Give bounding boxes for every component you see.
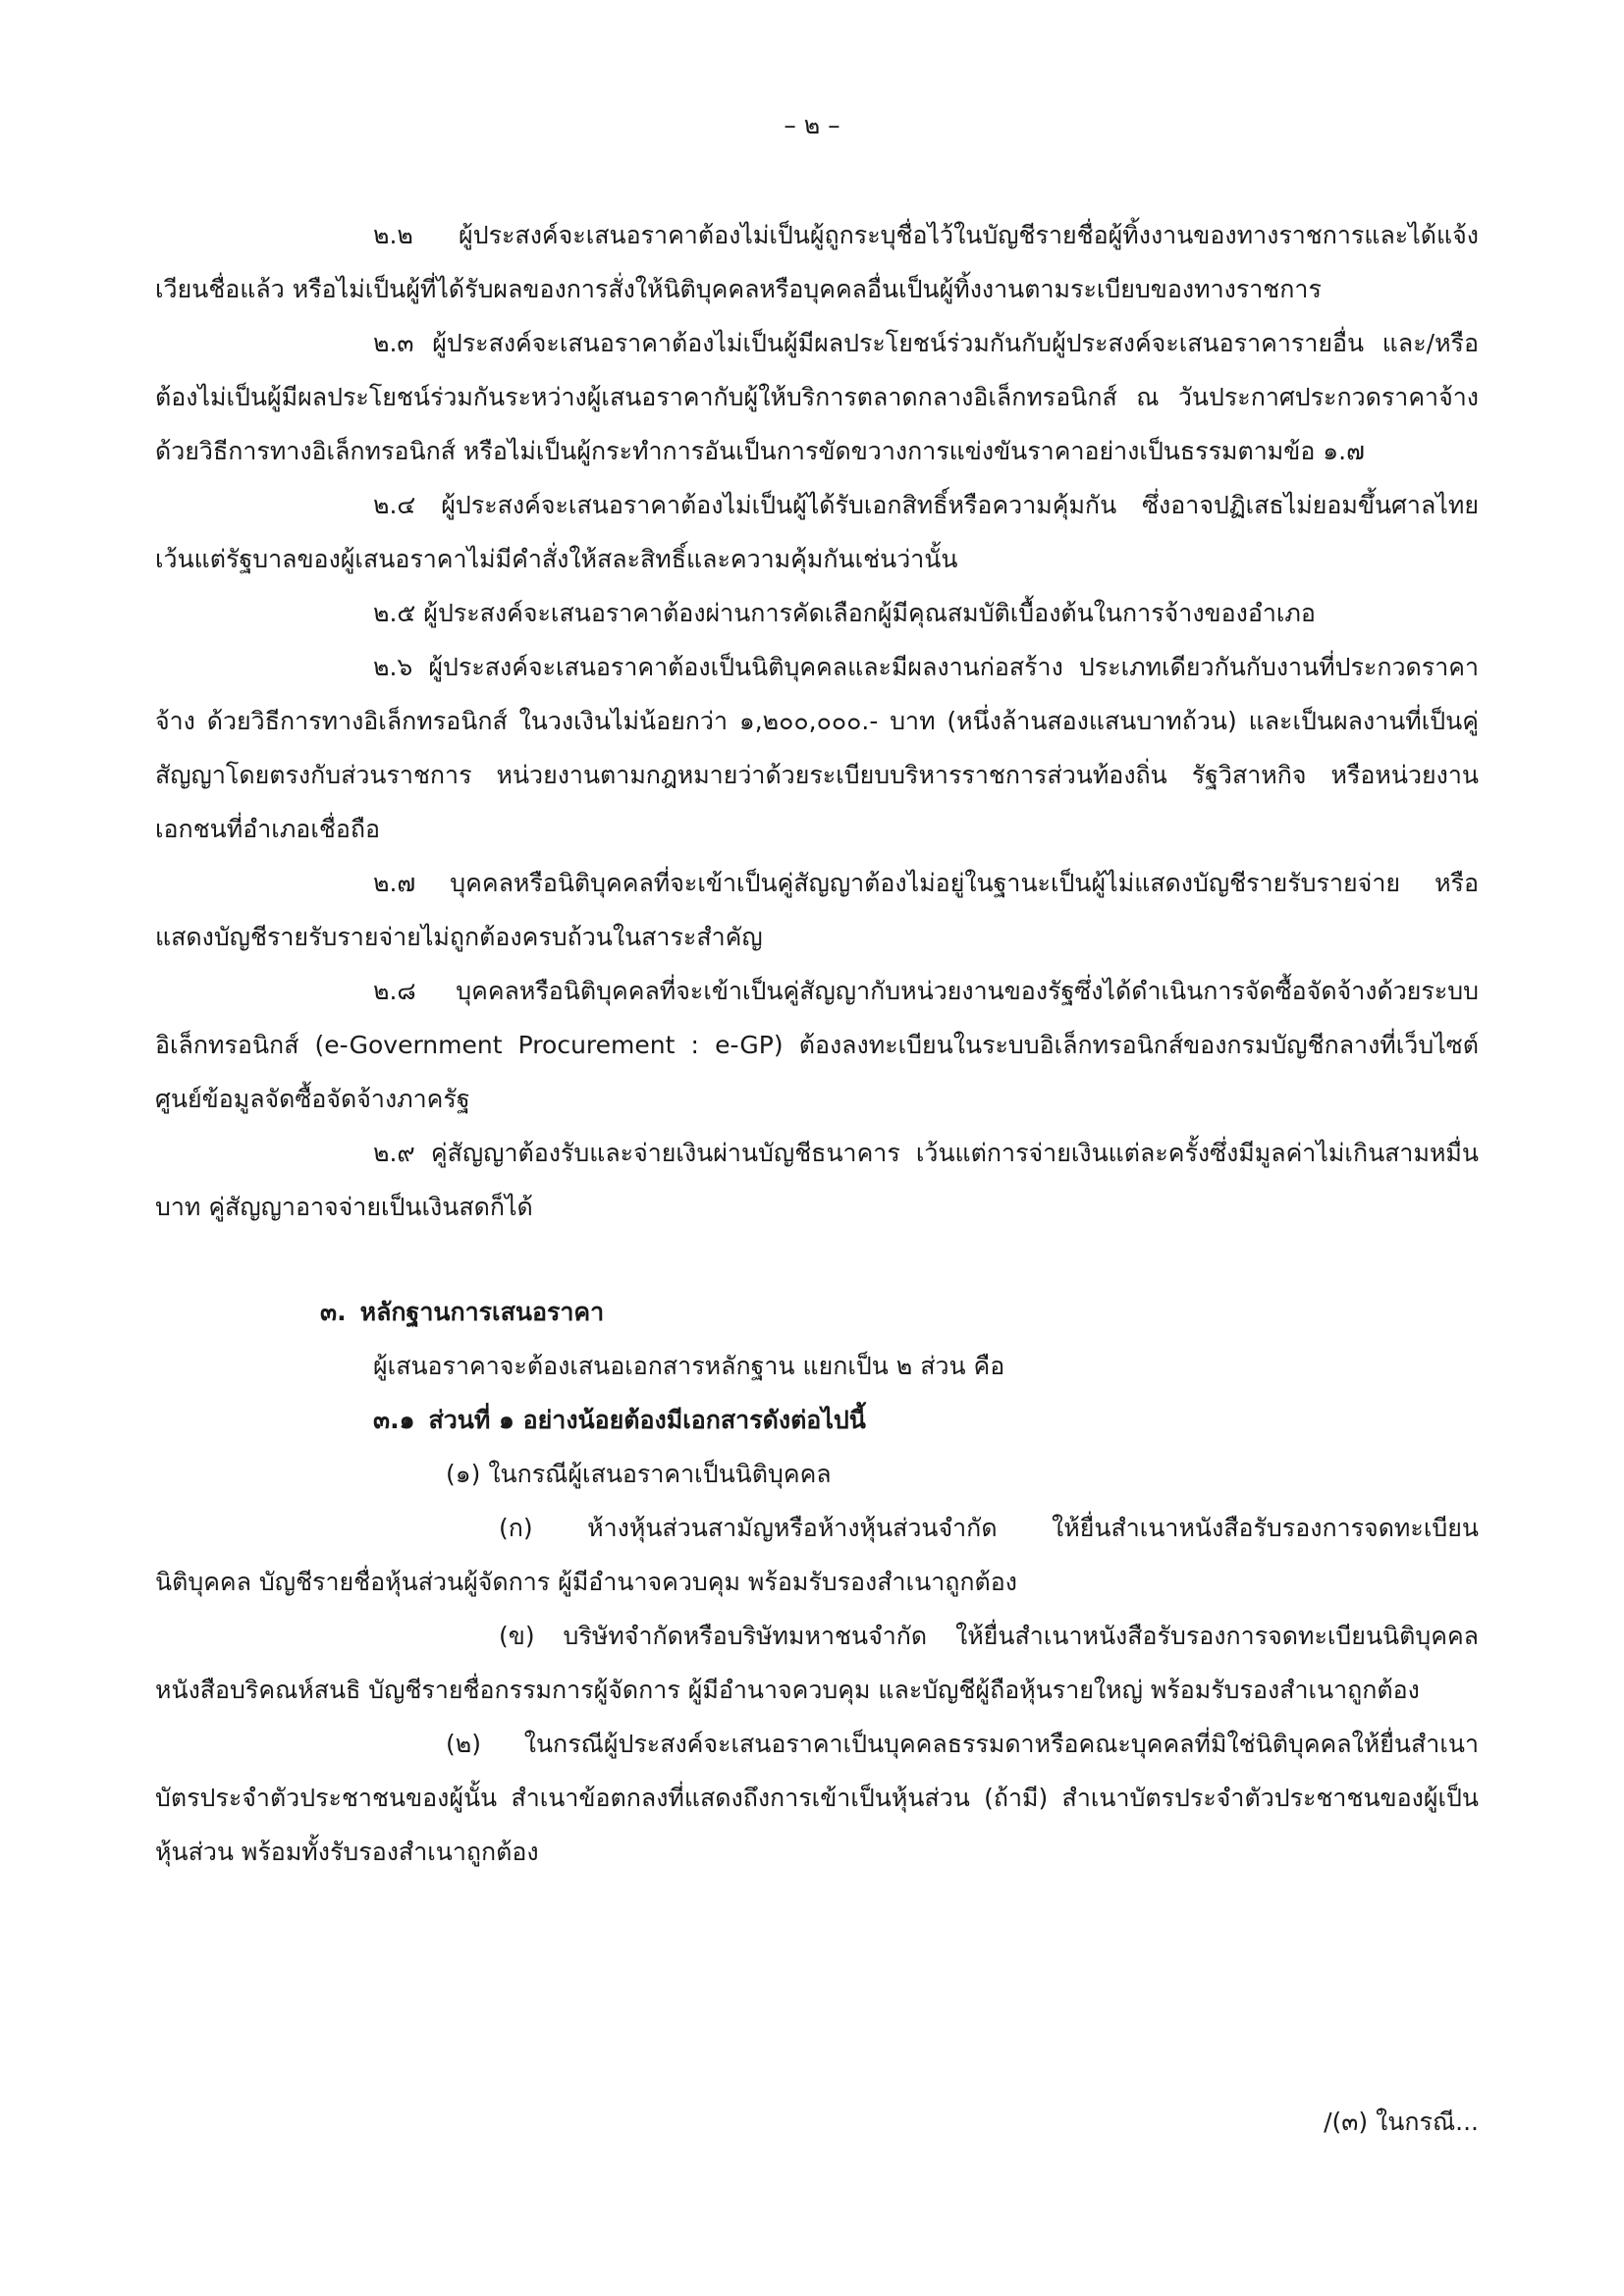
- section-3-number: ๓.: [320, 1298, 347, 1326]
- document-body: [155, 208, 1479, 1879]
- subsection-3-1-number: ๓.๑: [373, 1406, 415, 1434]
- clause-2-8: ๒.๘ บุคคลหรือนิติบุคคลที่จะเข้าเป็นคู่สัญญากับหน่วยงานของรัฐซึ่งได้ดำเนินการจัดซื้อจัดจ้างด้วยระบบอิเล็กทรอนิกส์ (e-Government Procurement : e-GP) ต้องลงทะเบียนในระบบอิเล็กทรอนิกส์ของกรมบัญชีกลางที่เว็บไซต์ศูนย์ข้อมูลจัดซื้อจัดจ้างภาครัฐ: [155, 977, 1479, 1113]
- section-3-title: หลักฐานการเสนอราคา: [359, 1298, 605, 1326]
- item-2: (๒) ในกรณีผู้ประสงค์จะเสนอราคาเป็นบุคคลธรรมดาหรือคณะบุคคลที่มิใช่นิติบุคคลให้ยื่นสำเนาบัตรประจำตัวประชาชนของผู้นั้น สำเนาข้อตกลงที่แสดงถึงการเข้าเป็นหุ้นส่วน (ถ้ามี) สำเนาบัตรประจำตัวประชาชนของผู้เป็นหุ้นส่วน พร้อมทั้งรับรองสำเนาถูกต้อง: [155, 1730, 1479, 1866]
- page-number: – ๒ –: [784, 111, 840, 139]
- subsection-3-1-heading: [155, 1393, 1479, 1447]
- item-1: (๑) ในกรณีผู้เสนอราคาเป็นนิติบุคคล: [446, 1460, 832, 1488]
- section-3-intro: ผู้เสนอราคาจะต้องเสนอเอกสารหลักฐาน แยกเป็น ๒ ส่วน คือ: [373, 1352, 1005, 1380]
- clause-2-2: ๒.๒ ผู้ประสงค์จะเสนอราคาต้องไม่เป็นผู้ถูกระบุชื่อไว้ในบัญชีรายชื่อผู้ทิ้งงานของทางราชการและได้แจ้งเวียนชื่อแล้ว หรือไม่เป็นผู้ที่ได้รับผลของการสั่งให้นิติบุคคลหรือบุคคลอื่นเป็นผู้ทิ้งงานตามระเบียบของทางราชการ: [155, 221, 1479, 303]
- clause-2-9: ๒.๙ คู่สัญญาต้องรับและจ่ายเงินผ่านบัญชีธนาคาร เว้นแต่การจ่ายเงินแต่ละครั้งซึ่งมีมูลค่าไม่เกินสามหมื่นบาท คู่สัญญาอาจจ่ายเป็นเงินสดก็ได้: [155, 1139, 1479, 1221]
- subsection-3-1-title: ส่วนที่ ๑ อย่างน้อยต้องมีเอกสารดังต่อไปนี้: [428, 1406, 866, 1434]
- item-1b: (ข) บริษัทจำกัดหรือบริษัทมหาชนจำกัด ให้ยื่นสำเนาหนังสือรับรองการจดทะเบียนนิติบุคคล หนังสือบริคณห์สนธิ บัญชีรายชื่อกรรมการผู้จัดการ ผู้มีอำนาจควบคุม และบัญชีผู้ถือหุ้นรายใหญ่ พร้อมรับรองสำเนาถูกต้อง: [155, 1622, 1479, 1704]
- continuation-note: /(๓) ในกรณี...: [1324, 2108, 1479, 2136]
- clause-2-3: ๒.๓ ผู้ประสงค์จะเสนอราคาต้องไม่เป็นผู้มีผลประโยชน์ร่วมกันกับผู้ประสงค์จะเสนอราคารายอื่น และ/หรือต้องไม่เป็นผู้มีผลประโยชน์ร่วมกันระหว่างผู้เสนอราคากับผู้ให้บริการตลาดกลางอิเล็กทรอนิกส์ ณ วันประกาศประกวดราคาจ้างด้วยวิธีการทางอิเล็กทรอนิกส์ หรือไม่เป็นผู้กระทำการอันเป็นการขัดขวางการแข่งขันราคาอย่างเป็นธรรมตามข้อ ๑.๗: [155, 329, 1479, 465]
- item-1a: (ก) ห้างหุ้นส่วนสามัญหรือห้างหุ้นส่วนจำกัด ให้ยื่นสำเนาหนังสือรับรองการจดทะเบียนนิติบุคคล บัญชีรายชื่อหุ้นส่วนผู้จัดการ ผู้มีอำนาจควบคุม พร้อมรับรองสำเนาถูกต้อง: [155, 1514, 1479, 1596]
- clause-2-5: ๒.๕ ผู้ประสงค์จะเสนอราคาต้องผ่านการคัดเลือกผู้มีคุณสมบัติเบื้องต้นในการจ้างของอำเภอ: [373, 599, 1316, 627]
- section-3-heading: [155, 1285, 1479, 1339]
- clause-2-6: ๒.๖ ผู้ประสงค์จะเสนอราคาต้องเป็นนิติบุคคลและมีผลงานก่อสร้าง ประเภทเดียวกันกับงานที่ประกวดราคาจ้าง ด้วยวิธีการทางอิเล็กทรอนิกส์ ในวงเงินไม่น้อยกว่า ๑,๒๐๐,๐๐๐.- บาท (หนึ่งล้านสองแสนบาทถ้วน) และเป็นผลงานที่เป็นคู่สัญญาโดยตรงกับส่วนราชการ หน่วยงานตามกฎหมายว่าด้วยระเบียบบริหารราชการส่วนท้องถิ่น รัฐวิสาหกิจ หรือหน่วยงานเอกชนที่อำเภอเชื่อถือ: [155, 653, 1479, 843]
- clause-2-7: ๒.๗ บุคคลหรือนิติบุคคลที่จะเข้าเป็นคู่สัญญาต้องไม่อยู่ในฐานะเป็นผู้ไม่แสดงบัญชีรายรับรายจ่าย หรือแสดงบัญชีรายรับรายจ่ายไม่ถูกต้องครบถ้วนในสาระสำคัญ: [155, 869, 1479, 951]
- clause-2-4: ๒.๔ ผู้ประสงค์จะเสนอราคาต้องไม่เป็นผู้ได้รับเอกสิทธิ์หรือความคุ้มกัน ซึ่งอาจปฏิเสธไม่ยอมขึ้นศาลไทยเว้นแต่รัฐบาลของผู้เสนอราคาไม่มีคำสั่งให้สละสิทธิ์และความคุ้มกันเช่นว่านั้น: [155, 491, 1479, 573]
